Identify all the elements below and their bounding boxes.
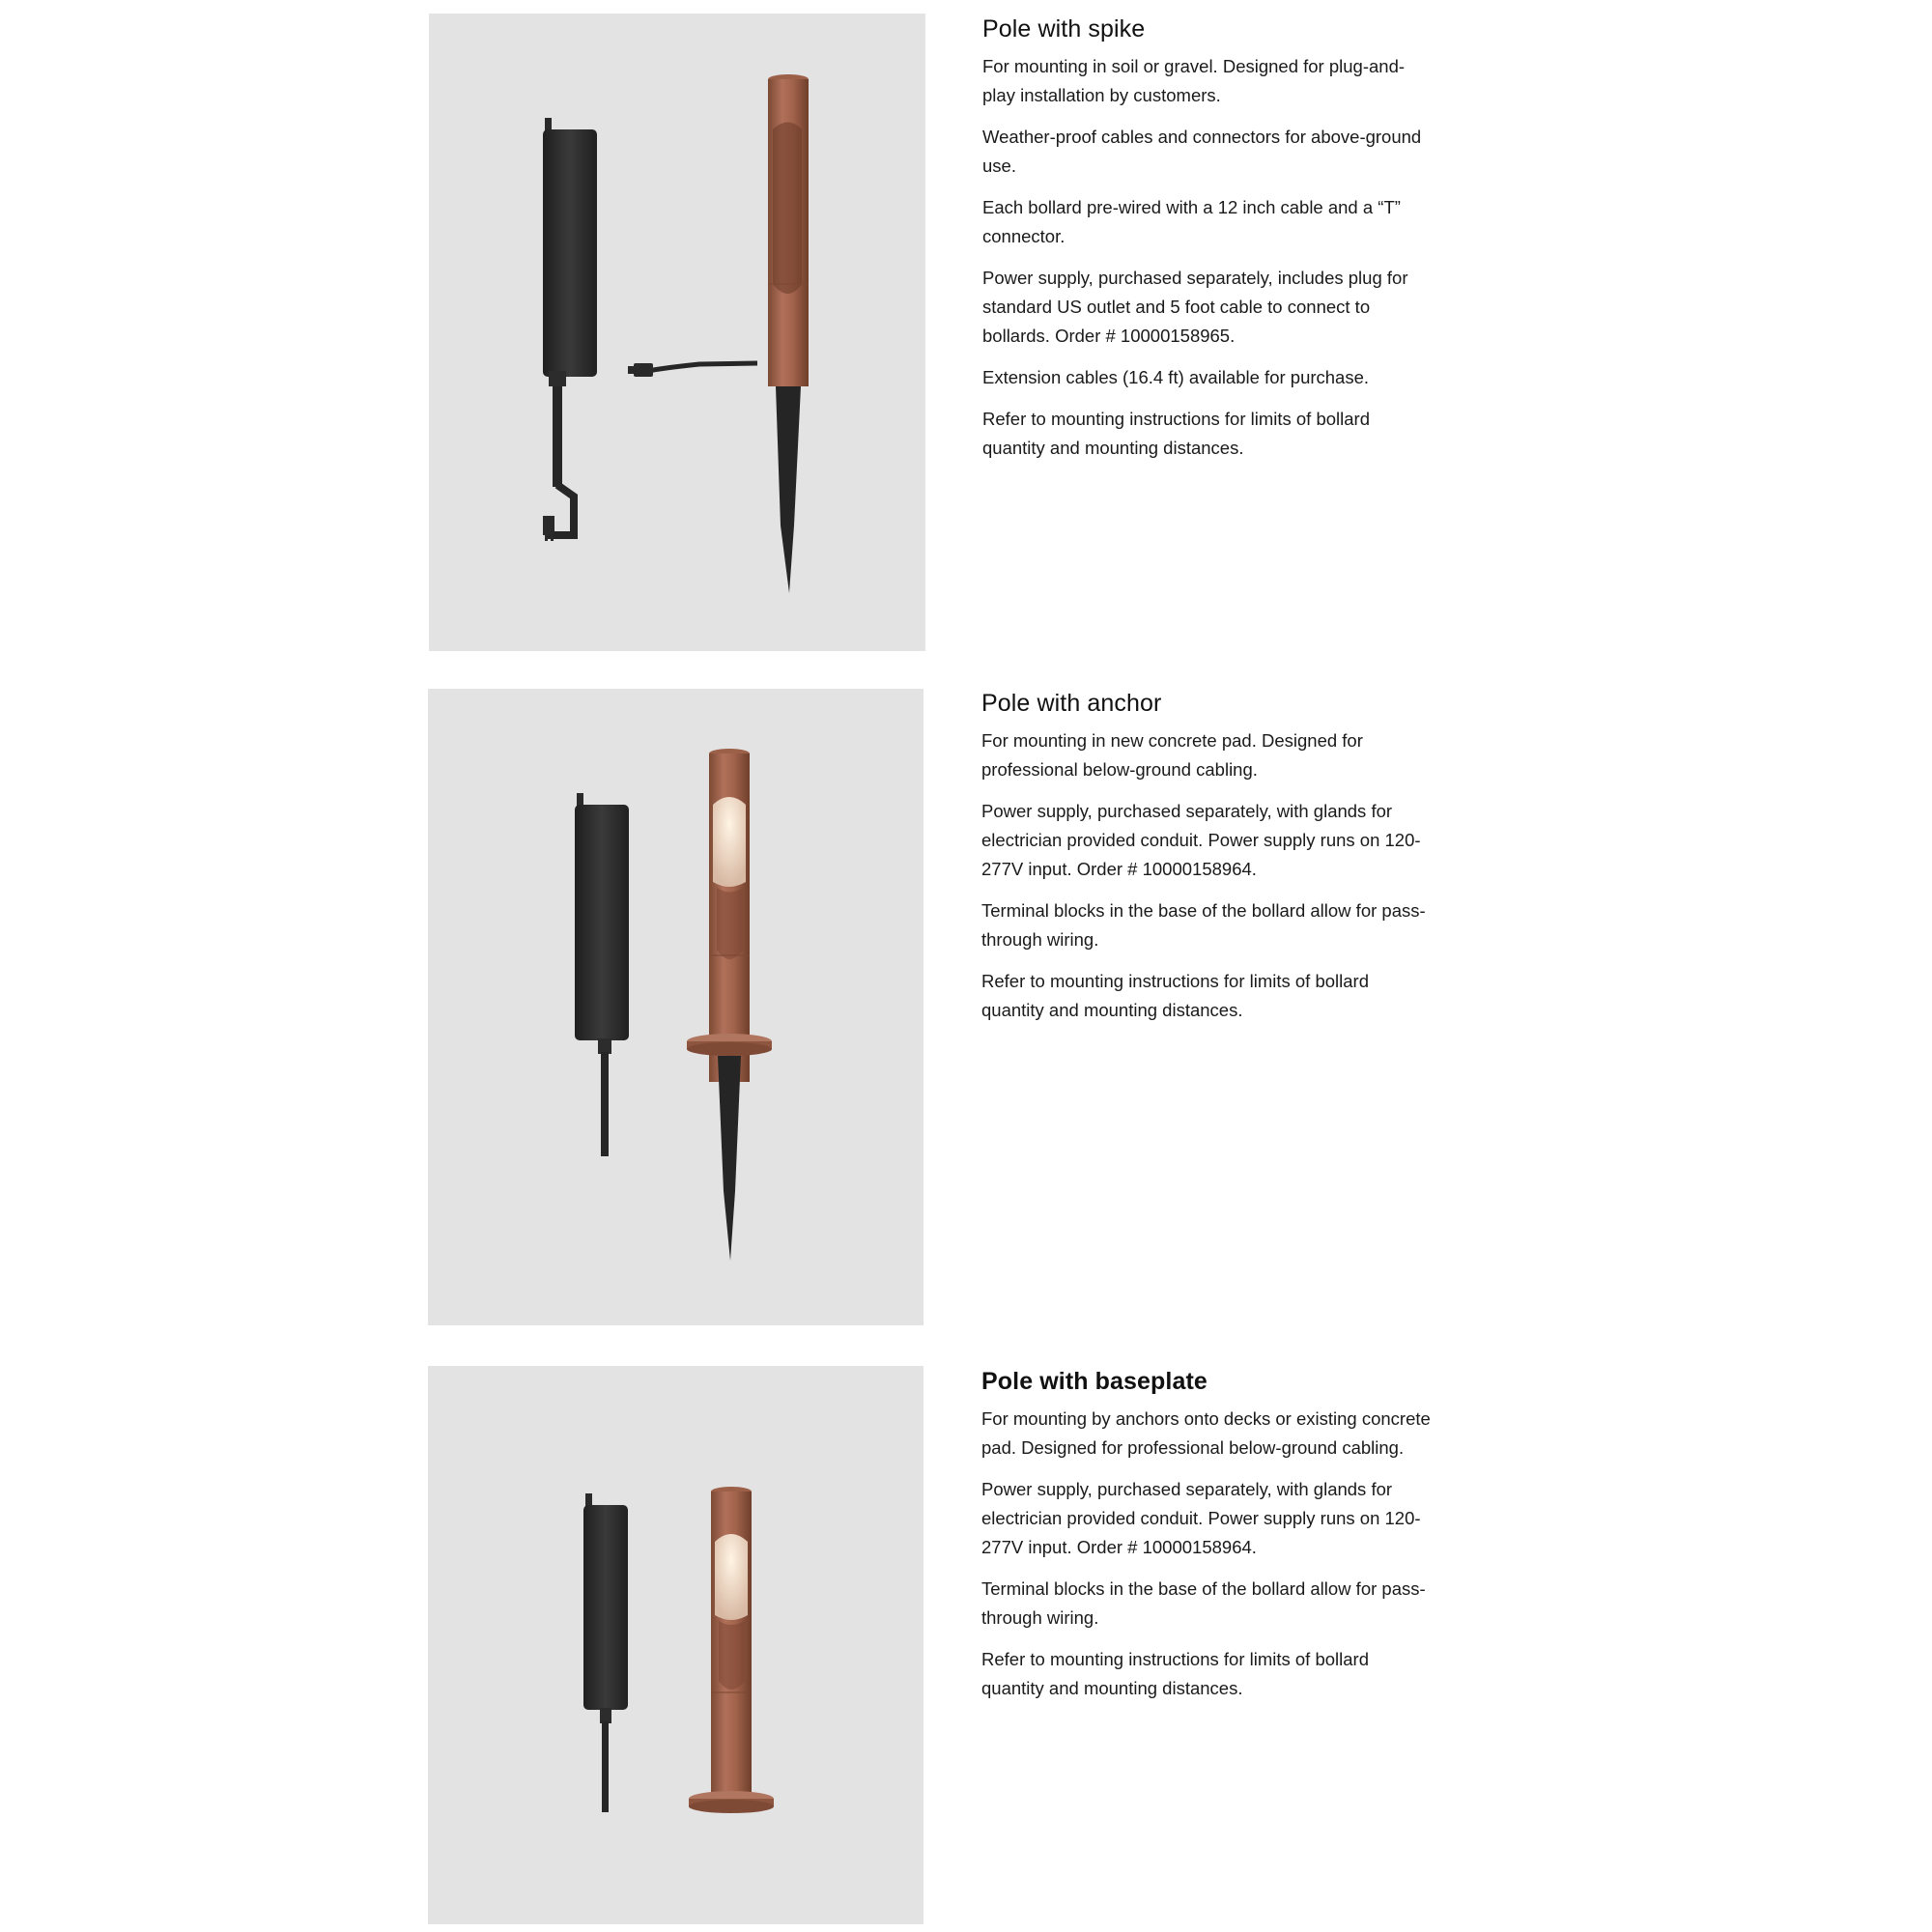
description-paragraph: Refer to mounting instructions for limits of bollard quantity and mounting distances. <box>982 409 1371 458</box>
power-supply-icon <box>583 1493 628 1812</box>
product-image-pole-with-anchor <box>428 689 923 1325</box>
description-paragraph: Power supply, purchased separately, includes plug for standard US outlet and 5 foot cable to connect to bollards. Order # 10000158965. <box>982 268 1408 346</box>
bollard-anchor-icon <box>687 749 772 1261</box>
description-paragraph: Refer to mounting instructions for limits of bollard quantity and mounting distances. <box>981 971 1370 1020</box>
power-supply-icon <box>543 118 597 541</box>
bollard-baseplate-icon <box>689 1487 774 1813</box>
description-paragraph: For mounting by anchors onto decks or existing concrete pad. Designed for professional below-ground cabling. <box>981 1408 1431 1458</box>
section-title: Pole with baseplate <box>981 1368 1208 1395</box>
description-paragraph: Power supply, purchased separately, with glands for electrician provided conduit. Power supply runs on 120-277V input. Order # 10000158964. <box>981 801 1421 879</box>
section-title: Pole with anchor <box>981 690 1162 717</box>
description-pole-with-spike <box>982 15 1436 475</box>
description-pole-with-anchor <box>981 690 1435 1037</box>
product-image-pole-with-spike <box>429 14 925 651</box>
description-paragraph: For mounting in new concrete pad. Designed for professional below-ground cabling. <box>981 730 1363 780</box>
section-title: Pole with spike <box>982 15 1146 43</box>
description-paragraph: Terminal blocks in the base of the bollard allow for pass-through wiring. <box>981 1578 1426 1628</box>
description-pole-with-baseplate <box>981 1368 1435 1716</box>
description-paragraph: For mounting in soil or gravel. Designed for plug-and-play installation by customers. <box>982 56 1406 105</box>
description-paragraph: Refer to mounting instructions for limits of bollard quantity and mounting distances. <box>981 1649 1370 1698</box>
description-paragraph: Extension cables (16.4 ft) available for purchase. <box>982 367 1370 387</box>
description-paragraph: Terminal blocks in the base of the bollard allow for pass-through wiring. <box>981 900 1426 950</box>
bollard-spike-icon <box>768 74 809 593</box>
description-paragraph: Power supply, purchased separately, with glands for electrician provided conduit. Power supply runs on 120-277V input. Order # 10000158964. <box>981 1479 1421 1557</box>
description-paragraph: Each bollard pre-wired with a 12 inch cable and a “T” connector. <box>982 197 1401 246</box>
power-supply-icon <box>575 793 629 1156</box>
connector-cable-icon <box>628 363 757 377</box>
product-image-pole-with-baseplate <box>428 1366 923 1924</box>
description-paragraph: Weather-proof cables and connectors for above-ground use. <box>982 127 1422 176</box>
